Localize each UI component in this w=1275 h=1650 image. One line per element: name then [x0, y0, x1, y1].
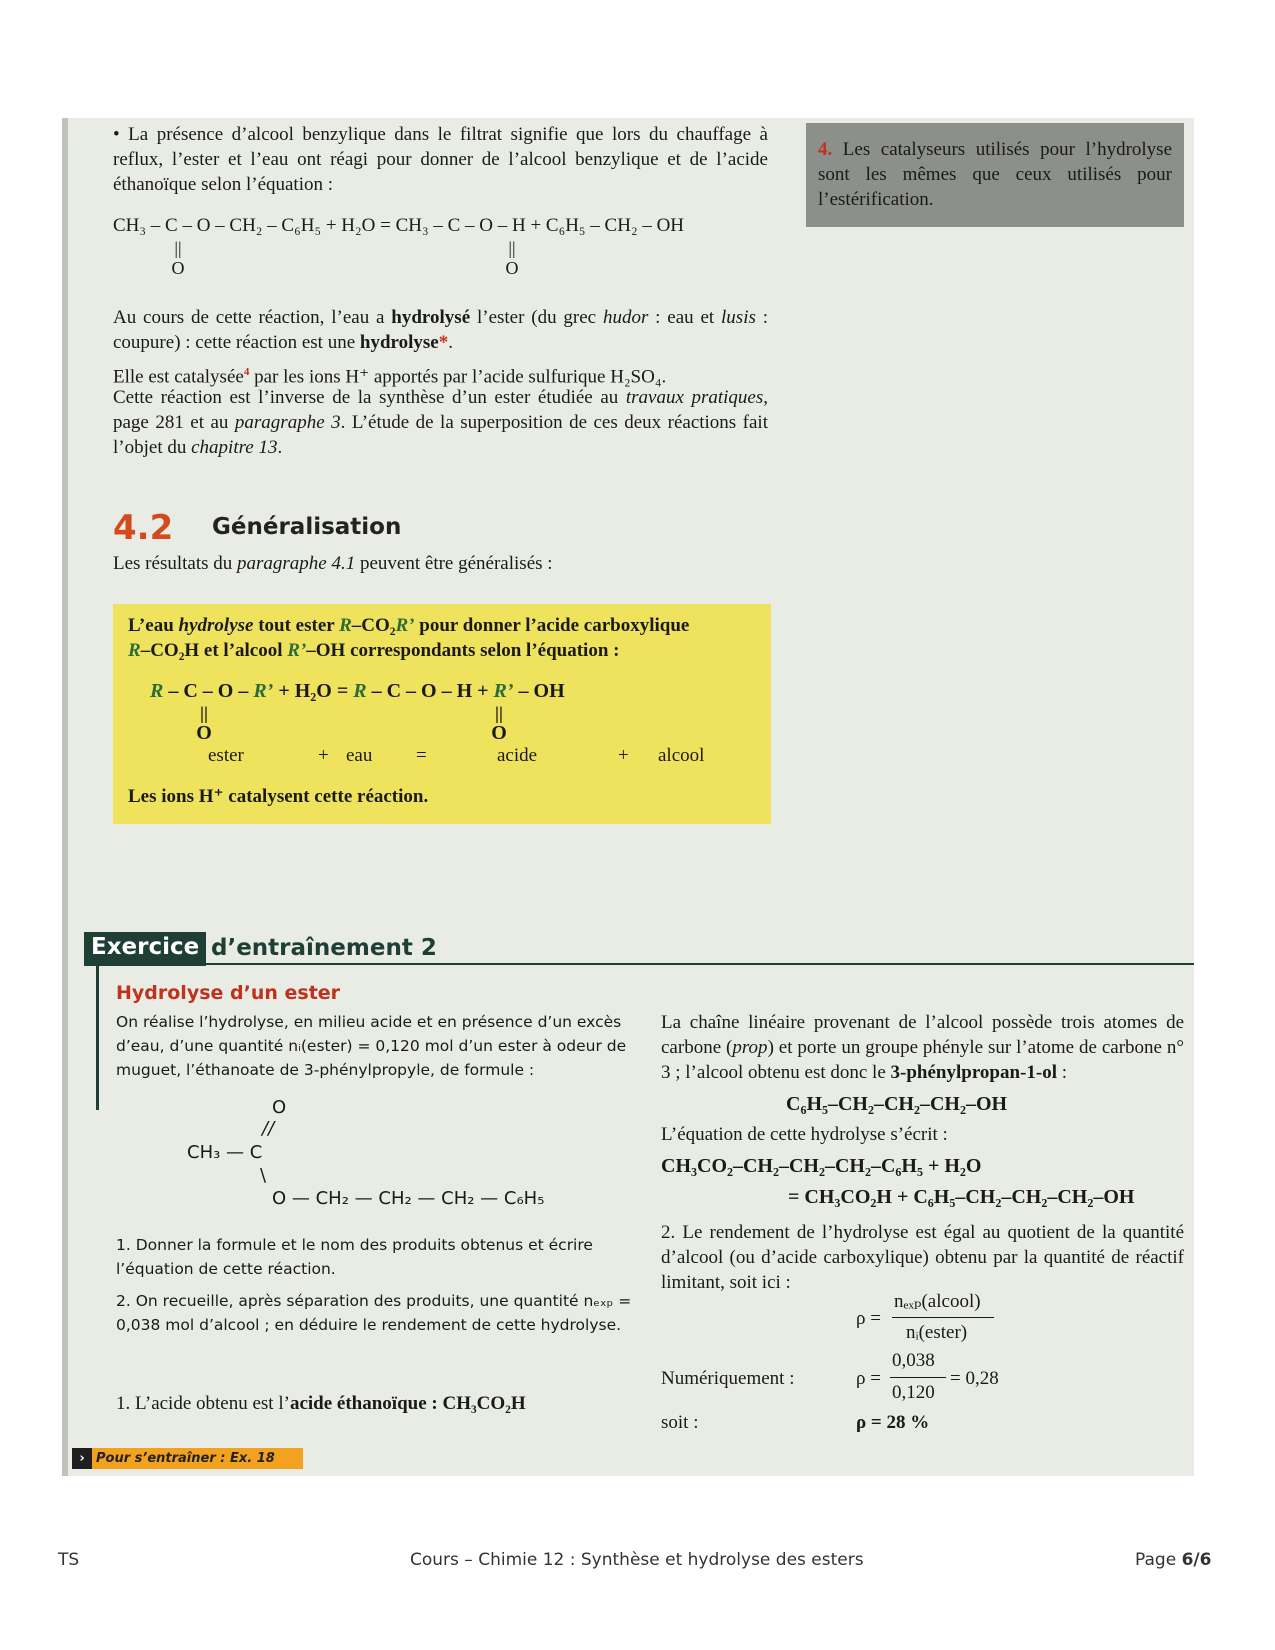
answer-1: 1. L’acide obtenu est l’acide éthanoïque : CH₃CO₂H	[116, 1393, 526, 1414]
rho-symbol: ρ =	[856, 1308, 881, 1329]
fraction-denominator: nᵢ(ester)	[906, 1322, 968, 1343]
footer-page: Page 6/6	[1135, 1550, 1212, 1570]
intro-paragraph: • La présence d’alcool benzylique dans le filtrat signifie que lors du chauffage à reflux, l’ester et l’eau ont réagi pour donner de l’alcool benzylique et de l’acide éthanoïque selon l’équation :	[113, 124, 768, 195]
solution-alcohol-text: La chaîne linéaire provenant de l’alcool possède trois atomes de carbone (prop) et porte un groupe phényle sur l’atome de carbone n° 3 ; l’alcool obtenu est donc le 3-phénylpropan-1-ol :	[661, 1012, 1184, 1083]
exercise-statement: On réalise l’hydrolyse, en milieu acide et en présence d’un excès d’eau, d’une quantité nᵢ(ester) = 0,120 mol d’un ester à odeur de muguet, l’éthanoate de 3-phénylpropyle, de formule :	[116, 1013, 627, 1079]
catalysis-statement: Les ions H⁺ catalysent cette réaction.	[128, 786, 429, 807]
exercise-title: d’entraînement 2	[211, 935, 437, 961]
numeric-numerator: 0,038	[892, 1350, 935, 1371]
rule-double-bond-1: ||	[200, 703, 208, 723]
question-2: 2. On recueille, après séparation des produits, une quantité nₑₓₚ = 0,038 mol d’alcool ; en déduire le rendement de cette hydrolyse.	[116, 1292, 632, 1334]
sidenote-number: 4.	[818, 139, 833, 160]
sidenote-box	[806, 123, 1184, 227]
hydrolysis-paragraph: Au cours de cette réaction, l’eau a hydrolysé l’ester (du grec hudor : eau et lusis : coupure) : cette réaction est une hydrolyse*.	[113, 307, 768, 353]
question-1: 1. Donner la formule et le nom des produits obtenus et écrire l’équation de cette réaction.	[116, 1236, 593, 1278]
formula-double-bond: //	[262, 1118, 275, 1139]
chevron-right-icon: ›	[72, 1448, 92, 1469]
rule-double-bond-2: ||	[495, 703, 503, 723]
formula-chain: O — CH₂ — CH₂ — CH₂ — C₆H₅	[272, 1188, 545, 1209]
inverse-paragraph: Cette réaction est l’inverse de la synthèse d’un ester étudiée au travaux pratiques, page 281 et au paragraphe 3. L’étude de la superposition de ces deux réactions fait l’objet du chapitre 13.	[113, 387, 768, 458]
label-acide: acide	[497, 745, 538, 766]
sidenote-text: Les catalyseurs utilisés pour l’hydrolyse sont les mêmes que ceux utilisés pour l’estérification.	[818, 139, 1173, 210]
label-alcool: alcool	[658, 745, 705, 766]
numeric-result: = 0,28	[950, 1368, 999, 1389]
double-bond-1: ||	[174, 238, 182, 258]
formula-methyl: CH₃ — C	[187, 1142, 263, 1163]
label-plus-1: +	[318, 745, 329, 766]
label-ester: ester	[208, 745, 244, 766]
footer-class: TS	[58, 1550, 80, 1570]
benzyl-ester-equation: CH₃ – C – O – CH₂ – C₆H₅ + H₂O = CH₃ – C – O – H + C₆H₅ – CH₂ – OH	[113, 215, 685, 236]
label-plus-2: +	[618, 745, 629, 766]
rule-oxygen-1: O	[196, 722, 212, 744]
carbonyl-oxygen-1: O	[171, 258, 185, 278]
exercise-subtitle: Hydrolyse d’un ester	[116, 982, 341, 1004]
yield-explanation: 2. Le rendement de l’hydrolyse est égal au quotient de la quantité d’alcool (ou d’acide carboxylique) obtenu par la quantité de réactif limitant, soit ici :	[661, 1222, 1184, 1293]
section-title: Généralisation	[212, 514, 402, 540]
numeric-denominator: 0,120	[892, 1382, 935, 1403]
exercise-side-rule	[96, 965, 99, 1110]
rule-line-1: L’eau hydrolyse tout ester R–CO₂R’ pour donner l’acide carboxylique	[128, 615, 690, 636]
rule-line-2: R–CO₂H et l’alcool R’–OH correspondants selon l’équation :	[128, 640, 620, 661]
final-yield: ρ = 28 %	[856, 1412, 930, 1433]
exercise-tag: Exercice	[84, 932, 206, 966]
rule-oxygen-2: O	[491, 722, 507, 744]
rho-symbol-2: ρ =	[856, 1368, 881, 1389]
carbonyl-oxygen-2: O	[505, 258, 519, 278]
fraction-numerator: nₑₓₚ(alcool)	[894, 1291, 981, 1312]
numeric-fraction-bar	[890, 1377, 946, 1378]
footer-title: Cours – Chimie 12 : Synthèse et hydrolyse des esters	[410, 1550, 864, 1570]
exercise-rule	[84, 963, 1194, 965]
section-intro: Les résultats du paragraphe 4.1 peuvent être généralisés :	[113, 553, 553, 574]
equation-intro: L’équation de cette hydrolyse s’écrit :	[661, 1124, 948, 1145]
soit-label: soit :	[661, 1412, 699, 1433]
label-eau: eau	[346, 745, 373, 766]
label-equals: =	[416, 745, 427, 766]
hydrolysis-eq-line-1: CH₃CO₂–CH₂–CH₂–CH₂–C₆H₅ + H₂O	[661, 1155, 982, 1177]
formula-single-bond: \	[260, 1165, 267, 1186]
training-link[interactable]: › Pour s’entraîner : Ex. 18	[72, 1448, 303, 1469]
double-bond-2: ||	[508, 238, 516, 258]
page-binding-edge	[62, 118, 68, 1476]
formula-oxygen: O	[272, 1097, 287, 1118]
numerical-label: Numériquement :	[661, 1368, 795, 1389]
fraction-bar	[892, 1317, 994, 1318]
catalysis-paragraph: Elle est catalysée$^4$ par les ions H⁺ apportés par l’acide sulfurique H₂SO₄.	[113, 366, 667, 388]
general-equation: R – C – O – R’ + H₂O = R – C – O – H + R’ – OH	[150, 680, 565, 702]
section-number: 4.2	[113, 508, 174, 548]
alcohol-formula: C₆H₅–CH₂–CH₂–CH₂–OH	[786, 1093, 1008, 1115]
hydrolysis-eq-line-2: = CH₃CO₂H + C₆H₅–CH₂–CH₂–CH₂–OH	[788, 1186, 1135, 1208]
